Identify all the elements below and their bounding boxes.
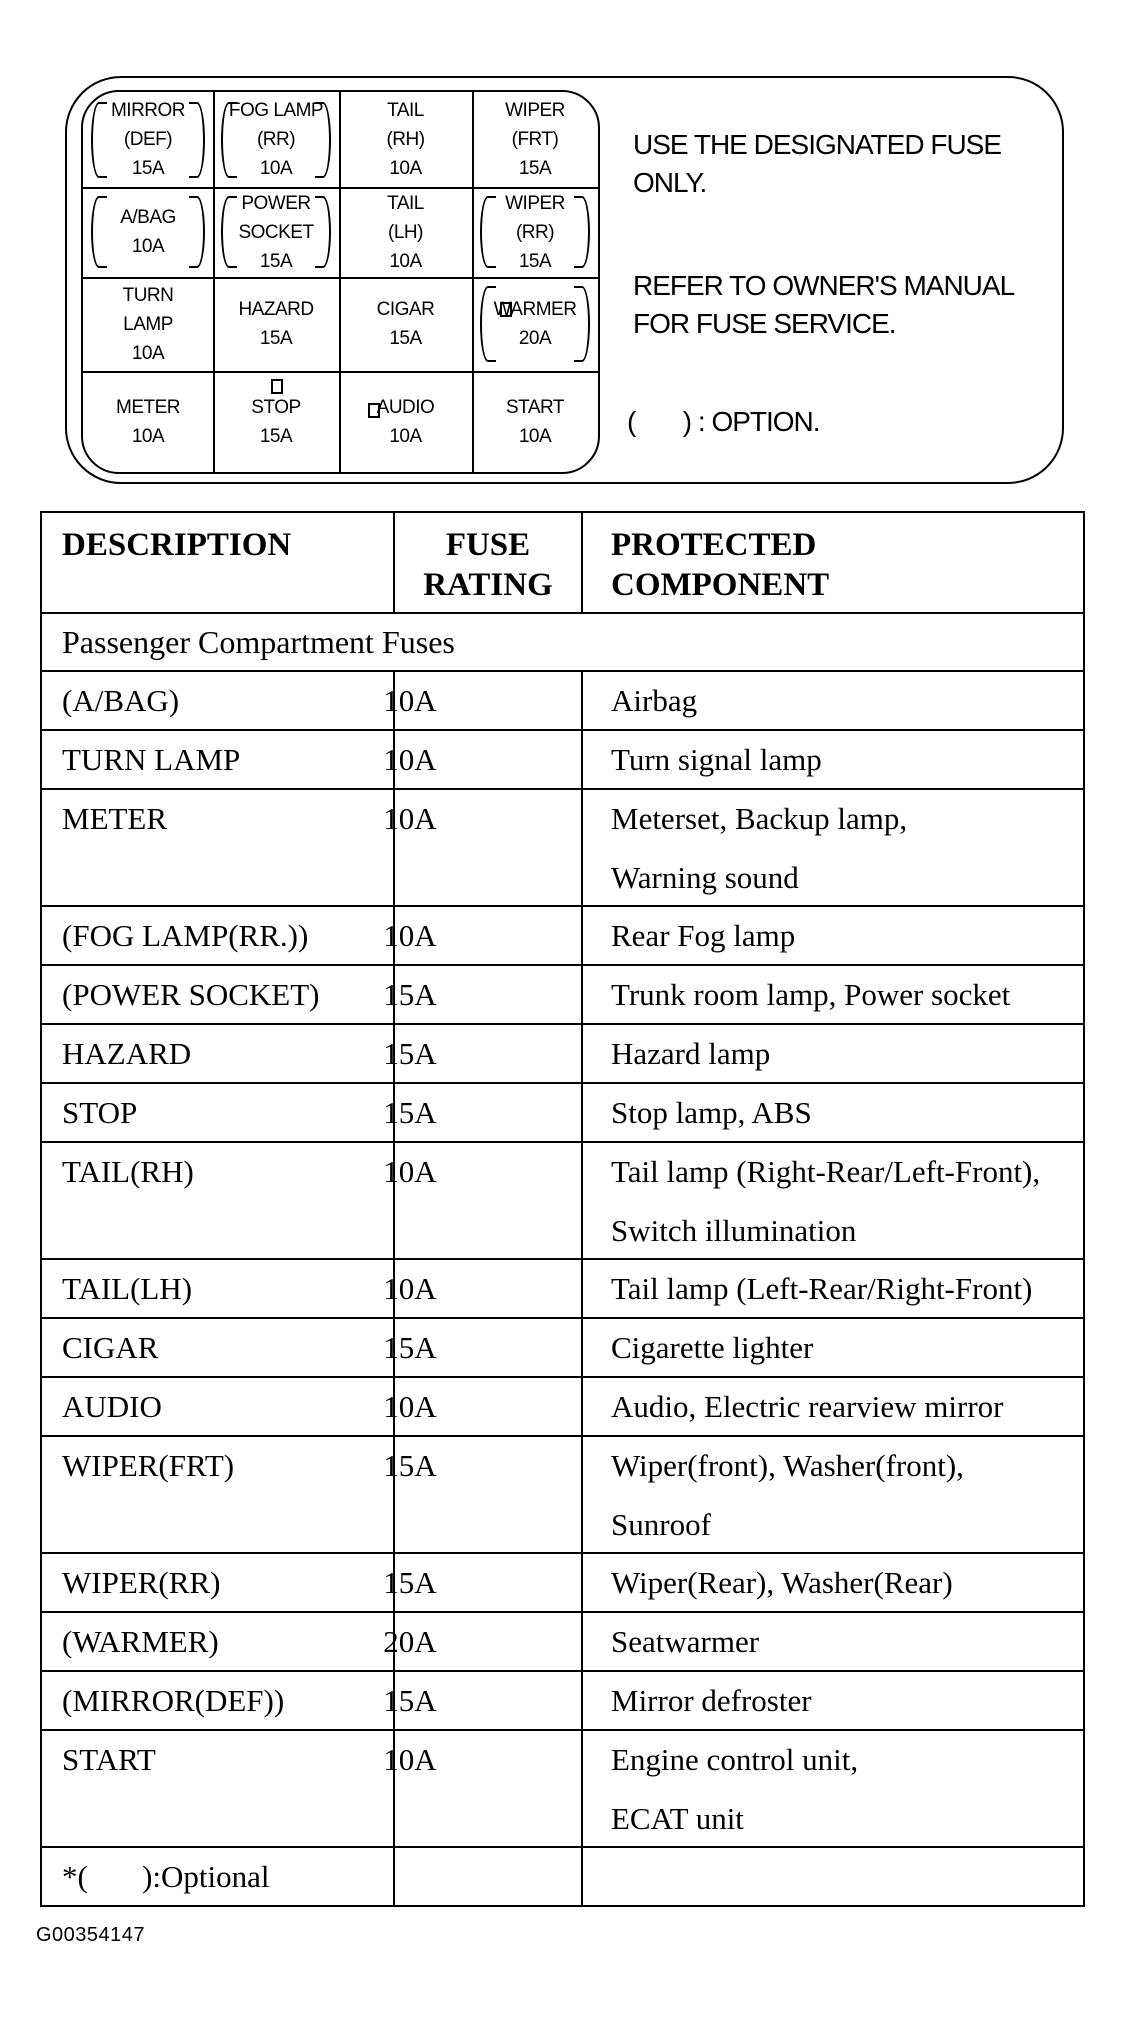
cell-protected-component: Cigarette lighter — [611, 1330, 814, 1365]
cell-protected-component: Audio, Electric rearview mirror — [611, 1389, 1004, 1424]
cell-description: TAIL(LH) — [62, 1271, 193, 1306]
wiper-rr-marker — [500, 302, 512, 317]
fuse-cell-text: WIPER — [505, 192, 565, 214]
column-divider — [581, 1437, 583, 1552]
fuse-cell-text: 10A — [389, 425, 422, 447]
cell-protected-component: Tail lamp (Right-Rear/Left-Front), — [611, 1154, 1041, 1189]
fuse-cell-text: A/BAG — [120, 207, 176, 228]
cell-description: AUDIO — [62, 1389, 162, 1424]
column-divider — [581, 1848, 583, 1905]
cell-description: WIPER(RR) — [62, 1565, 221, 1600]
fuse-cell-text: 10A — [259, 158, 293, 179]
cell-fuse-rating-text: 10A — [383, 1742, 437, 1777]
fuse-cell-text: TAIL — [387, 100, 424, 121]
cell-description: (MIRROR(DEF)) — [62, 1683, 285, 1718]
cell-description: (POWER SOCKET) — [62, 977, 320, 1012]
cell-protected-component: Trunk room lamp, Power socket — [611, 977, 1011, 1012]
cell-fuse-rating-text: 15A — [383, 1565, 437, 1600]
cell-protected-component: Rear Fog lamp — [611, 918, 796, 953]
option-legend: ( ) : OPTION. — [627, 406, 820, 437]
fuse-note-line: ONLY. — [633, 167, 707, 198]
table-row — [40, 905, 1085, 966]
column-divider — [581, 1025, 583, 1082]
cell-protected-component: Switch illumination — [611, 1213, 857, 1248]
fuse-cell-start — [472, 371, 598, 472]
header-fuse-rating-line1: FUSE — [445, 527, 531, 563]
cell-fuse-rating-text: 15A — [383, 977, 437, 1012]
header-fuse-rating — [393, 513, 581, 614]
column-divider — [581, 1731, 583, 1846]
fuse-note-line: REFER TO OWNER'S MANUAL — [633, 270, 1015, 301]
fuse-cell-text: LAMP — [123, 313, 173, 335]
fuse-cell-text: 15A — [518, 158, 552, 179]
cell-description: TURN LAMP — [62, 742, 241, 777]
fuse-cell-text: 15A — [131, 158, 165, 179]
cell-protected-component: ECAT unit — [611, 1801, 744, 1836]
fuse-cell-text: 15A — [259, 328, 293, 349]
fuse-cell-text: AUDIO — [376, 396, 435, 418]
cell-fuse-rating-text: 15A — [383, 1036, 437, 1071]
section-title: Passenger Compartment Fuses — [40, 612, 1085, 672]
cell-protected-component: Stop lamp, ABS — [611, 1095, 812, 1130]
table-row — [40, 1435, 1085, 1554]
column-divider — [581, 1613, 583, 1670]
cell-description: START — [62, 1742, 156, 1777]
table-row — [40, 1670, 1085, 1731]
fuse-note-line: USE THE DESIGNATED FUSE — [633, 129, 1002, 160]
cell-fuse-rating-text: 10A — [383, 742, 437, 777]
cell-protected-component: Wiper(front), Washer(front), — [611, 1448, 964, 1483]
fuse-cell-audio — [339, 371, 472, 472]
column-divider — [581, 1084, 583, 1141]
fuse-cell-wiperrr — [472, 187, 598, 277]
column-divider — [581, 731, 583, 788]
fuse-cell-text: 10A — [389, 158, 422, 179]
fuse-cell-text: POWER — [241, 192, 311, 214]
fuse-cell-abag — [83, 187, 213, 277]
fuse-cell-text: HAZARD — [238, 299, 314, 320]
fuse-cell-text: 10A — [518, 425, 552, 447]
cell-fuse-rating-text: 10A — [383, 918, 437, 953]
cell-protected-component: Mirror defroster — [611, 1683, 812, 1718]
fuse-cell-text: 10A — [131, 342, 165, 364]
figure-code: G00354147 — [36, 1924, 146, 1946]
column-divider — [581, 1378, 583, 1435]
header-protected-line2: COMPONENT — [611, 567, 830, 603]
table-row — [40, 1729, 1085, 1848]
fuse-cell-text: 15A — [259, 250, 293, 272]
fuse-cell-text: 10A — [131, 425, 165, 447]
cell-protected-component: Engine control unit, — [611, 1742, 859, 1777]
table-row — [40, 729, 1085, 790]
cell-description: TAIL(RH) — [62, 1154, 194, 1189]
fuse-cell-foglamp — [213, 92, 339, 187]
fuse-cell-text: TURN — [122, 284, 174, 306]
cell-protected-component: Warning sound — [611, 860, 799, 895]
fuse-cell-text: (RH) — [386, 129, 425, 150]
header-description: DESCRIPTION — [62, 527, 292, 563]
header-protected-line1: PROTECTED — [611, 527, 817, 563]
optional-footnote: *( ):Optional — [62, 1859, 270, 1894]
fuse-cell-text: SOCKET — [238, 221, 314, 243]
column-divider — [581, 790, 583, 905]
cell-protected-component: Hazard lamp — [611, 1036, 771, 1071]
fuse-cell-text: 20A — [518, 328, 552, 349]
fuse-cell-text: 15A — [259, 425, 293, 447]
cell-fuse-rating-text: 10A — [383, 1389, 437, 1424]
cell-fuse-rating-text: 10A — [383, 683, 437, 718]
fuse-cell-warmer — [472, 277, 598, 371]
header-protected-component — [581, 513, 829, 614]
fuse-cell-text: METER — [116, 396, 180, 418]
fuse-cell-text: 15A — [389, 328, 422, 349]
cell-description: STOP — [62, 1095, 138, 1130]
header-fuse-rating-line2: RATING — [423, 567, 553, 603]
table-footer-row — [40, 1846, 1085, 1907]
cell-description: WIPER(FRT) — [62, 1448, 235, 1483]
table-row — [40, 1376, 1085, 1437]
fuse-cell-powersocket — [213, 187, 339, 277]
cell-fuse-rating-text: 15A — [383, 1683, 437, 1718]
fuse-cell-text: 15A — [518, 250, 552, 272]
column-divider — [581, 1554, 583, 1611]
fuse-cell-text: CIGAR — [376, 299, 435, 320]
cell-protected-component: Tail lamp (Left-Rear/Right-Front) — [611, 1271, 1033, 1306]
fuse-cell-text: (LH) — [388, 221, 423, 243]
cell-fuse-rating-text: 15A — [383, 1448, 437, 1483]
table-row — [40, 1317, 1085, 1378]
fuse-cell-text: TAIL — [387, 192, 424, 214]
cell-fuse-rating-text: 10A — [383, 1154, 437, 1189]
fuse-cell-text: MIRROR — [110, 100, 186, 121]
fuse-cell-cigar — [339, 277, 472, 371]
fuse-cell-meter — [83, 371, 213, 472]
fuse-grid — [81, 90, 600, 474]
fuse-cell-text: 10A — [389, 250, 422, 272]
column-divider — [581, 1672, 583, 1729]
table-row — [40, 964, 1085, 1025]
fuse-cell-text: (FRT) — [511, 129, 559, 150]
column-divider — [581, 966, 583, 1023]
cell-description: (A/BAG) — [62, 683, 180, 718]
cell-protected-component: Airbag — [611, 683, 698, 718]
fuse-cell-text: WARMER — [493, 299, 577, 320]
fuse-cell-taillh — [339, 187, 472, 277]
cell-protected-component: Meterset, Backup lamp, — [611, 801, 908, 836]
column-divider — [581, 1260, 583, 1317]
cell-protected-component: Turn signal lamp — [611, 742, 822, 777]
fuse-cell-text: (DEF) — [123, 129, 173, 150]
fuse-cell-text: (RR) — [256, 129, 296, 150]
column-divider — [581, 672, 583, 729]
fuse-cell-text: FOG LAMP — [228, 100, 324, 121]
fuse-cell-text: 10A — [131, 236, 165, 257]
fuse-cell-tailrh — [339, 92, 472, 187]
cigar-marker — [368, 403, 380, 418]
cell-description: CIGAR — [62, 1330, 159, 1365]
table-row — [40, 1611, 1085, 1672]
cell-protected-component: Sunroof — [611, 1507, 711, 1542]
column-divider — [581, 1319, 583, 1376]
fuse-cell-mirror — [83, 92, 213, 187]
column-divider — [581, 907, 583, 964]
cell-description: (WARMER) — [62, 1624, 219, 1659]
cell-protected-component: Wiper(Rear), Washer(Rear) — [611, 1565, 953, 1600]
cell-description: HAZARD — [62, 1036, 192, 1071]
fuse-note-line: FOR FUSE SERVICE. — [633, 308, 896, 339]
fuse-cell-text: (RR) — [515, 221, 555, 243]
table-row — [40, 1258, 1085, 1319]
table-row — [40, 1552, 1085, 1613]
table-row — [40, 1023, 1085, 1084]
cell-fuse-rating-text: 10A — [383, 801, 437, 836]
table-row — [40, 788, 1085, 907]
fuse-cell-text: WIPER — [505, 100, 565, 121]
fuse-cell-wiperfrt — [472, 92, 598, 187]
cell-fuse-rating-text: 20A — [383, 1624, 437, 1659]
table-header — [40, 511, 1085, 614]
fuse-cell-hazard — [213, 277, 339, 371]
cell-fuse-rating-text: 15A — [383, 1095, 437, 1130]
cell-fuse-rating-text: 10A — [383, 1271, 437, 1306]
fuse-cell-turnlamp — [83, 277, 213, 371]
cell-fuse-rating-text: 15A — [383, 1330, 437, 1365]
cell-protected-component: Seatwarmer — [611, 1624, 760, 1659]
cell-description: METER — [62, 801, 168, 836]
hazard-marker — [271, 379, 283, 394]
fuse-cell-text: START — [505, 396, 565, 418]
fuse-cell-text: STOP — [251, 396, 301, 418]
table-row — [40, 670, 1085, 731]
column-divider — [581, 1143, 583, 1258]
cell-description: (FOG LAMP(RR.)) — [62, 918, 309, 953]
table-row — [40, 1082, 1085, 1143]
column-divider — [393, 1848, 395, 1905]
table-row — [40, 1141, 1085, 1260]
